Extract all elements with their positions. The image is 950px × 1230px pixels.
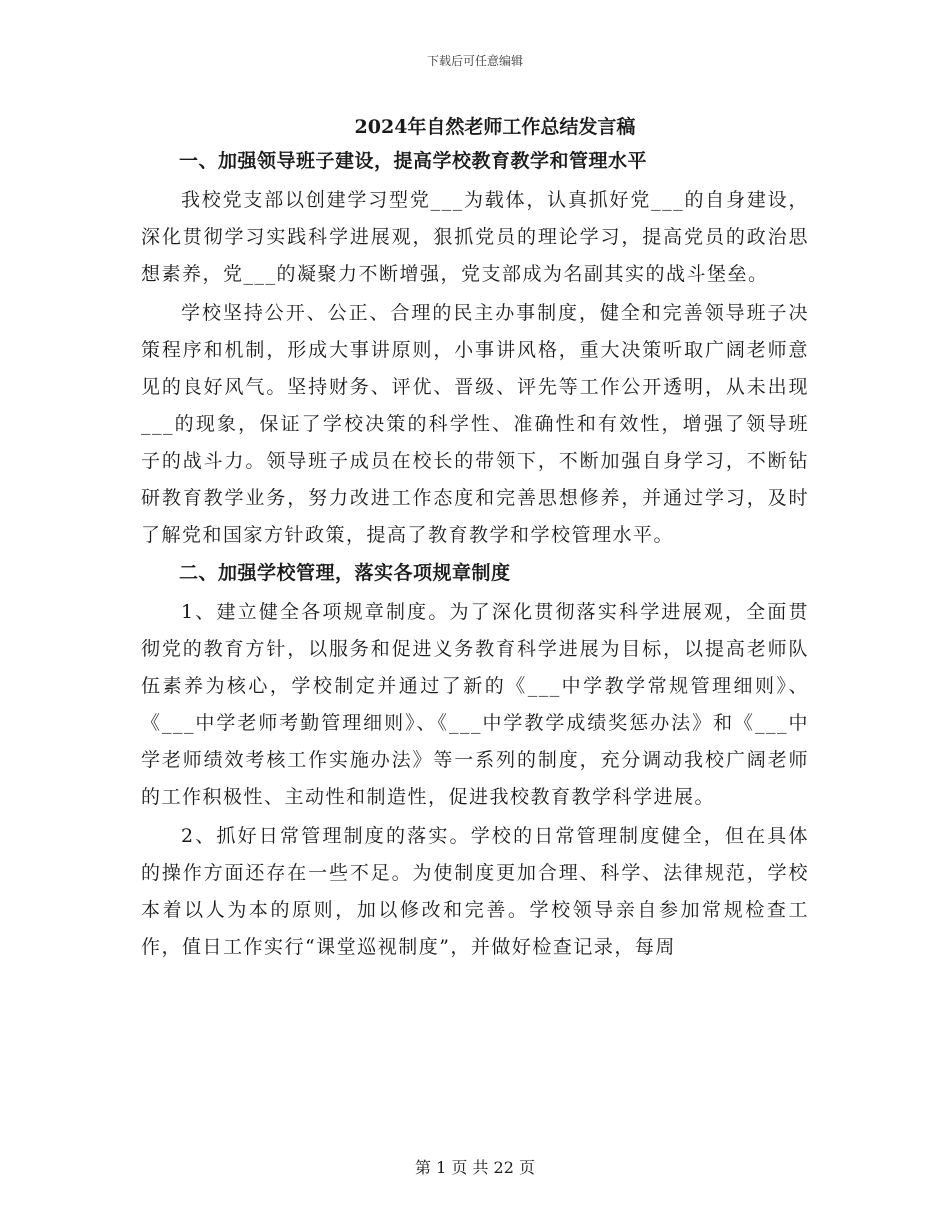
section-1-paragraph-2: 学校坚持公开、公正、合理的民主办事制度，健全和完善领导班子决策程序和机制，形成大事讲原则，小事讲风格，重大决策听取广阔老师意见的良好风气。坚持财务、评优、晋级、评先等工作公开透明，从未出现___的现象，保证了学校决策的科学性、准确性和有效性，增强了领导班子的战斗力。领导班子成员在校长的带领下，不断加强自身学习，不断钻研教育教学业务，努力改进工作态度和完善思想修养，并通过学习，及时了解党和国家方针政策，提高了教育教学和学校管理水平。 bbox=[141, 302, 809, 546]
section-2-paragraph-1: 1、建立健全各项规章制度。为了深化贯彻落实科学进展观，全面贯彻党的教育方针，以服务和促进义务教育科学进展为目标，以提高老师队伍素养为核心，学校制定并通过了新的《___中学教学常规管理细则》、《___中学老师考勤管理细则》、《___中学教学成绩奖惩办法》和《___中学老师绩效考核工作实施办法》等一系列的制度，充分调动我校广阔老师的工作积极性、主动性和制造性，促进我校教育教学科学进展。 bbox=[141, 601, 809, 808]
document-title: 2024年自然老师工作总结发言稿 bbox=[354, 116, 636, 138]
section-2-heading: 二、加强学校管理，落实各项规章制度 bbox=[179, 562, 511, 584]
section-1-paragraph-1: 我校党支部以创建学习型党___为载体，认真抓好党___的自身建设，深化贯彻学习实践科学进展观，狠抓党员的理论学习，提高党员的政治思想素养，党___的凝聚力不断增强，党支部成为名副其实的战斗堡垒。 bbox=[141, 189, 809, 285]
header-note: 下载后可任意编辑 bbox=[426, 54, 523, 68]
section-1-heading: 一、加强领导班子建设，提高学校教育教学和管理水平 bbox=[179, 150, 648, 172]
page-number: 第 1 页 共 22 页 bbox=[415, 1158, 535, 1177]
section-2-paragraph-2: 2、抓好日常管理制度的落实。学校的日常管理制度健全，但在具体的操作方面还存在一些不足。为使制度更加合理、科学、法律规范，学校本着以人为本的原则，加以修改和完善。学校领导亲自参加常规检查工作，值日工作实行“课堂巡视制度”，并做好检查记录，每周 bbox=[141, 825, 809, 958]
document-body bbox=[141, 112, 809, 968]
